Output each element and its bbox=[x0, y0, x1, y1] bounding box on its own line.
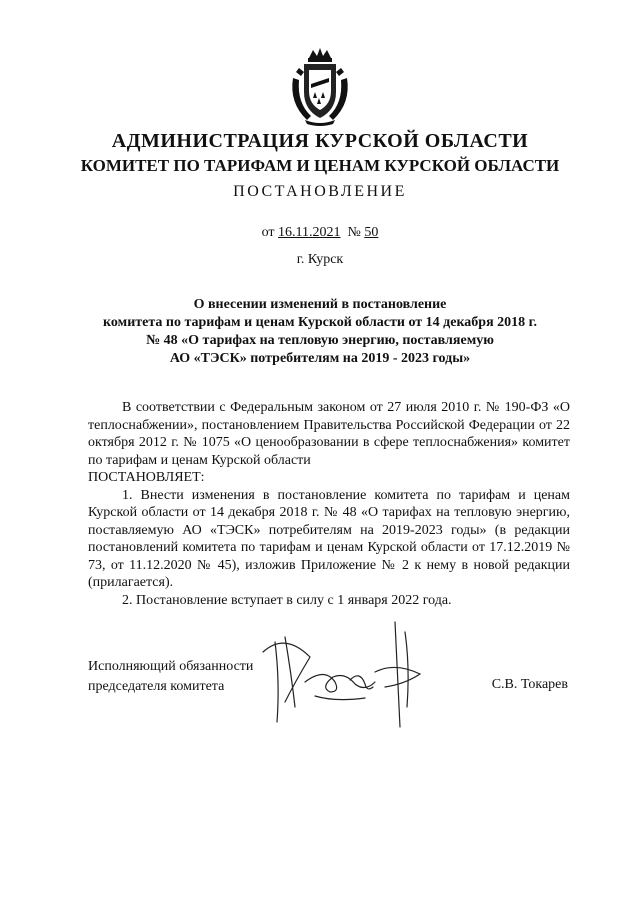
date-prefix: от bbox=[261, 225, 275, 240]
signatory-name: С.В. Токарев bbox=[491, 677, 568, 692]
committee-title: КОМИТЕТ ПО ТАРИФАМ И ЦЕНАМ КУРСКОЙ ОБЛАСТИ bbox=[80, 156, 560, 175]
item-1: 1. Внести изменения в постановление комитета по тарифам и ценам Курской области от 14 декабря 2018 г. № 48 «О тарифах на тепловую энергию, поставляемую АО «ТЭСК» потребителям на 2019-2023 годы» (в редакции постановлений комитета по тарифам и ценам Курской области от 17.12.2019 № 73, от 11.12.2020 № 45), изложив Приложение № 2 к нему в новой редакции (прилагается). bbox=[88, 487, 570, 590]
document-type: ПОСТАНОВЛЕНИЕ bbox=[233, 183, 407, 200]
subject-line: АО «ТЭСК» потребителям на 2019 - 2023 годы» bbox=[169, 351, 471, 366]
resolve-word: ПОСТАНОВЛЯЕТ: bbox=[88, 470, 205, 485]
coat-of-arms-icon bbox=[287, 48, 353, 126]
item-2: 2. Постановление вступает в силу с 1 января 2022 года. bbox=[122, 592, 452, 608]
document-subject bbox=[80, 296, 560, 368]
subject-line: комитета по тарифам и ценам Курской области от 14 декабря 2018 г. bbox=[103, 315, 537, 330]
document-date: 16.11.2021 bbox=[278, 225, 341, 240]
signatory-position bbox=[88, 657, 253, 697]
date-number-line bbox=[0, 225, 640, 241]
org-title: АДМИНИСТРАЦИЯ КУРСКОЙ ОБЛАСТИ bbox=[111, 130, 529, 152]
document-number: 50 bbox=[364, 225, 379, 240]
handwritten-signature bbox=[255, 612, 435, 737]
position-line: Исполняющий обязанности bbox=[88, 659, 254, 674]
subject-line: О внесении изменений в постановление bbox=[193, 297, 447, 312]
preamble-paragraph: В соответствии с Федеральным законом от 27 июля 2010 г. № 190-ФЗ «О теплоснабжении», постановлением Правительства Российской Федерации от 22 октября 2012 г. № 1075 «О ценообразовании в сфере теплоснабжения» комитет по тарифам и ценам Курской области bbox=[88, 400, 570, 468]
document-body bbox=[88, 399, 570, 609]
city: г. Курск bbox=[296, 252, 344, 267]
position-line: председателя комитета bbox=[88, 679, 225, 694]
number-prefix: № bbox=[347, 225, 361, 240]
subject-line: № 48 «О тарифах на тепловую энергию, поставляемую bbox=[146, 333, 494, 348]
